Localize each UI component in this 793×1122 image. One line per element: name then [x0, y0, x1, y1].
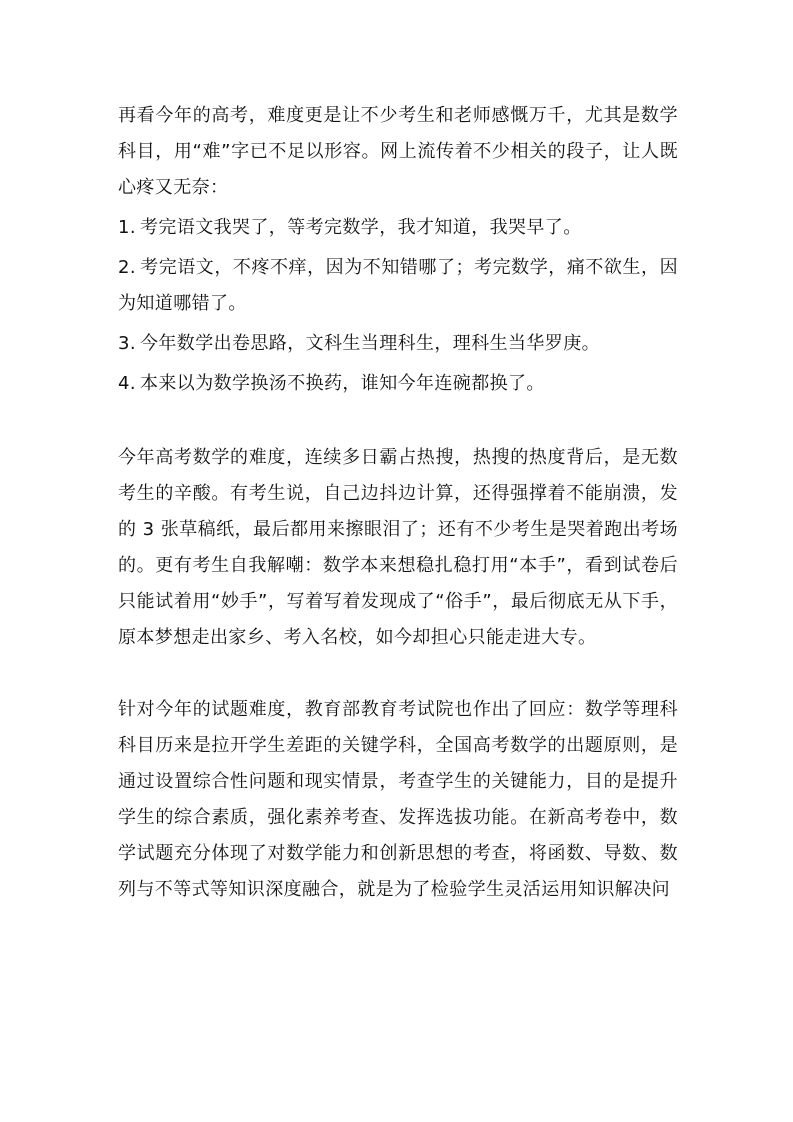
list-number: 3. — [118, 333, 136, 354]
list-item — [118, 250, 678, 322]
document-page — [118, 98, 678, 908]
list-item-text: 考完语文我哭了，等考完数学，我才知道，我哭早了。 — [140, 217, 582, 238]
list-number: 4. — [118, 373, 136, 394]
list-number: 1. — [118, 217, 136, 238]
list-item-text: 考完语文，不疼不痒，因为不知错哪了；考完数学，痛不欲生，因为知道哪错了。 — [118, 257, 678, 314]
paragraph-intro: 再看今年的高考，难度更是让不少考生和老师感慨万千，尤其是数学科目，用“难”字已不足以形容。网上流传着不少相关的段子，让人既心疼又无奈： — [118, 105, 678, 198]
list-item — [118, 210, 678, 246]
paragraph-spacer — [118, 404, 678, 440]
joke-list — [118, 210, 678, 402]
list-item — [118, 326, 678, 362]
list-number: 2. — [118, 257, 136, 278]
paragraph-spacer — [118, 656, 678, 692]
list-item-text: 本来以为数学换汤不换药，谁知今年连碗都换了。 — [140, 373, 545, 394]
paragraph-response: 针对今年的试题难度，教育部教育考试院也作出了回应：数学等理科科目历来是拉开学生差距的关键学科，全国高考数学的出题原则，是通过设置综合性问题和现实情景，考查学生的关键能力，目的是提升学生的综合素质，强化素养考查、发挥选拔功能。在新高考卷中，数学试题充分体现了对数学能力和创新思想的考查，将函数、导数、数列与不等式等知识深度融合，就是为了检验学生灵活运用知识解决问 — [118, 699, 678, 900]
list-item-text: 今年数学出卷思路，文科生当理科生，理科生当华罗庚。 — [140, 333, 600, 354]
paragraph-difficulty: 今年高考数学的难度，连续多日霸占热搜，热搜的热度背后，是无数考生的辛酸。有考生说，自己边抖边计算，还得强撑着不能崩溃，发的 3 张草稿纸，最后都用来擦眼泪了；还有不少考生是哭着跑出考场的。更有考生自我解嘲：数学本来想稳扎稳打用“本手”，看到试卷后只能试着用“妙手”，写着写着发现成了“俗手”，最后彻底无从下手，原本梦想走出家乡、考入名校，如今却担心只能走进大专。 — [118, 447, 678, 648]
list-item — [118, 366, 678, 402]
